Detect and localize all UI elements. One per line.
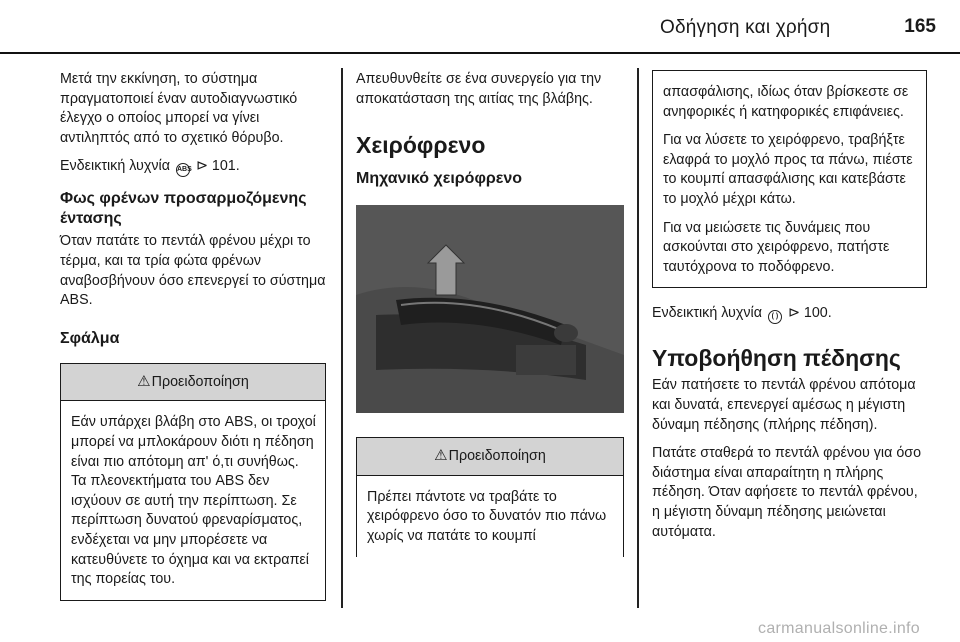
warning-continued-text: απασφάλισης, ιδίως όταν βρίσκεστε σε ανηφορικές ή κατηφορικές επιφάνειες.: [663, 84, 909, 120]
subheading-mechanical-handbrake: Μηχανικό χειρόφρενο: [356, 170, 523, 188]
abs-selftest-paragraph: Μετά την εκκίνηση, το σύστημα πραγματοποιεί έναν αυτοδιαγνωστικό έλεγχο ο οποίος μπορεί να γίνει αντιληπτός από το σχετικό θόρυβο.: [60, 71, 298, 146]
watermark: carmanualsonline.info: [758, 620, 920, 637]
warning-box-handbrake: [356, 437, 624, 556]
warning-body: Πρέπει πάντοτε να τραβάτε το χειρόφρενο όσο το δυνατόν πιο πάνω χωρίς να πατάτε το κουμπί: [367, 488, 607, 544]
brake-lights-paragraph: Όταν πατάτε το πεντάλ φρένου μέχρι το τέρμα, και τα τρία φώτα φρένων αναβοσβήνουν όσο επενεργεί το σύστημα ABS.: [60, 233, 326, 309]
workshop-paragraph: Απευθυνθείτε σε ένα συνεργείο για την αποκατάσταση της αιτίας της βλάβης.: [356, 71, 602, 107]
warning-triangle-icon: ⚠: [434, 447, 448, 465]
page-ref-link[interactable]: ⊳ 101.: [195, 158, 240, 175]
warning-header: ⚠Προειδοποίηση: [357, 438, 623, 476]
page-ref-link[interactable]: ⊳ 100.: [787, 305, 832, 322]
reduce-force-text: Για να μειώσετε τις δυνάμεις που ασκούνται στο χειρόφρενο, πατήστε ταυτόχρονα το ποδόφρενο.: [663, 219, 890, 275]
warning-body: Εάν υπάρχει βλάβη στο ABS, οι τροχοί μπορεί να μπλοκάρουν διότι η πέδηση είναι πιο απότομη απ' ό,τι συνήθως. Τα πλεονεκτήματα του ABS δεν ισχύουν σε αυτή την περίπτωση. Σε περίπτωση δυνατού φρεναρίσματος, ενδέχεται να μην μπορέσετε να κατευθύνετε το όχημα και να εκτραπεί της πορείας του.: [71, 414, 316, 588]
column-2: [356, 70, 624, 557]
section-heading-handbrake: Χειρόφρενο: [356, 132, 486, 159]
abs-warning-icon: ABS: [176, 163, 190, 177]
handbrake-lever-image: [356, 205, 624, 413]
warning-box-abs: [60, 363, 326, 601]
brake-assist-paragraph-1: Εάν πατήσετε το πεντάλ φρένου απότομα και δυνατά, επενεργεί αμέσως η μέγιστη δύναμη πέδησης (πλήρης πέδηση).: [652, 377, 916, 433]
brake-warning-icon: ( ): [768, 310, 782, 324]
abs-indicator-ref: Ενδεικτική λυχνία ABS ⊳ 101.: [60, 157, 326, 177]
warning-box-continued: [652, 70, 927, 288]
running-header-title: Οδήγηση και χρήση: [660, 17, 831, 38]
column-divider-2: [637, 68, 639, 608]
section-heading-brake-assist: Υποβοήθηση πέδησης: [652, 345, 901, 372]
release-handbrake-text: Για να λύσετε το χειρόφρενο, τραβήξτε ελαφρά το μοχλό προς τα πάνω, πιέστε το κουμπί απασφάλισης και κατεβάστε το μοχλό μέχρι κάτω.: [663, 132, 913, 207]
page-number: 165: [904, 16, 936, 37]
warning-triangle-icon: ⚠: [137, 372, 151, 390]
brake-indicator-ref: Ενδεικτική λυχνία ( ) ⊳ 100.: [652, 304, 927, 324]
section-heading-brake-lights: Φως φρένων προσαρμοζόμενης έντασης: [60, 190, 307, 228]
header-rule: [0, 52, 960, 54]
brake-assist-paragraph-2: Πατάτε σταθερά το πεντάλ φρένου για όσο διάστημα είναι απαραίτητη η πλήρης πέδηση. Όταν αφήσετε το πεντάλ φρένου, η μέγιστη δύναμη πέδησης μειώνεται αυτόματα.: [652, 445, 922, 540]
section-heading-fault: Σφάλμα: [60, 329, 120, 347]
warning-header: ⚠Προειδοποίηση: [61, 364, 325, 402]
column-3: [652, 70, 927, 551]
column-divider-1: [341, 68, 343, 608]
handbrake-illustration: [356, 205, 624, 413]
column-1: [60, 70, 326, 601]
